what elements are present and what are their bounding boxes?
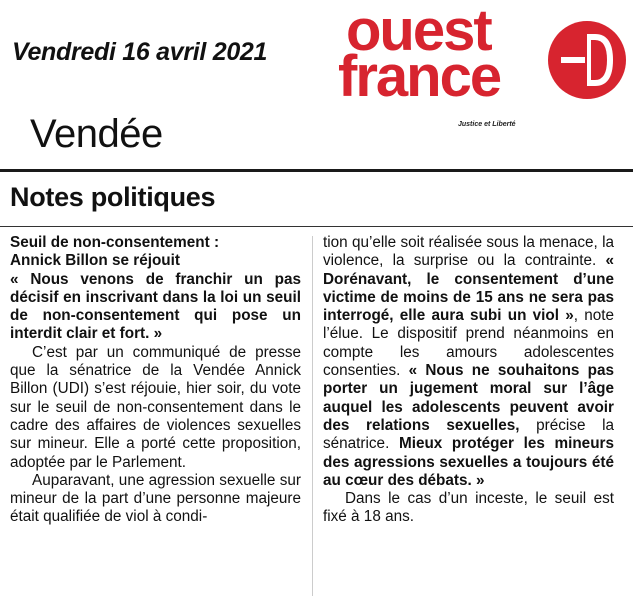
header-rule [0,169,633,172]
article-headline [10,234,301,271]
section-rule [0,226,633,227]
article-column-1 [10,234,301,527]
logo-wordmark [338,0,501,109]
paragraph-4: Dans le cas d’un inceste, le seuil est fixé à 18 ans. [323,490,614,526]
quote-moral: « Nous ne souhaitons pas porter un jugement moral sur l’âge auquel les adolescents peuvent avoir des relations sexuelles, [323,362,614,434]
ouest-france-logo-icon [547,20,627,100]
paragraph-1: C’est par un communiqué de presse que la sénatrice de la Vendée Annick Billon (UDI) s’est réjouie, hier soir, du vote sur le seuil de non-consentement dans le cadre des affaires de violences sexuelles sur mineur. Elle a porté cette proposition, adoptée par le Parlement. [10,343,301,471]
quote-protect: Mieux protéger les mineurs des agressions sexuelles a toujours été au cœur des débats. » [323,435,614,489]
column-divider [312,236,313,596]
paragraph-3 [323,234,614,490]
logo-word-france: france [338,44,501,109]
text-continuation: tion qu’elle soit réalisée sous la menace, la violence, la surprise ou la contrainte. [323,234,614,270]
logo-tagline: Justice et Liberté [458,121,516,128]
section-title: Notes politiques [10,182,216,212]
lead-quote: « Nous venons de franchir un pas décisif en inscrivant dans la loi un seuil de non-consentement qui pose un interdit clair et fort. » [10,270,301,343]
headline-line-1: Seuil de non-consentement : [10,234,220,251]
edition-name: Vendée [30,112,163,156]
logo-word-ouest: ouest [346,0,491,63]
text-note: , note l’élue. Le dispositif prend néanmoins en compte les amours adolescentes consenties. [323,307,614,380]
text-precise: précise la sénatrice. [323,416,614,453]
headline-line-2: Annick Billon se réjouit [10,252,180,270]
paragraph-2: Auparavant, une agression sexuelle sur mineur de la part d’une personne majeure était qualifiée de viol à condi- [10,471,301,526]
newspaper-logo [338,0,630,138]
quote-consent: « Dorénavant, le consentement d’une victime de moins de 15 ans ne sera pas interrogé, elle aura subi un viol » [323,252,614,325]
publication-date: Vendredi 16 avril 2021 [12,38,268,66]
article-column-2 [323,234,614,527]
